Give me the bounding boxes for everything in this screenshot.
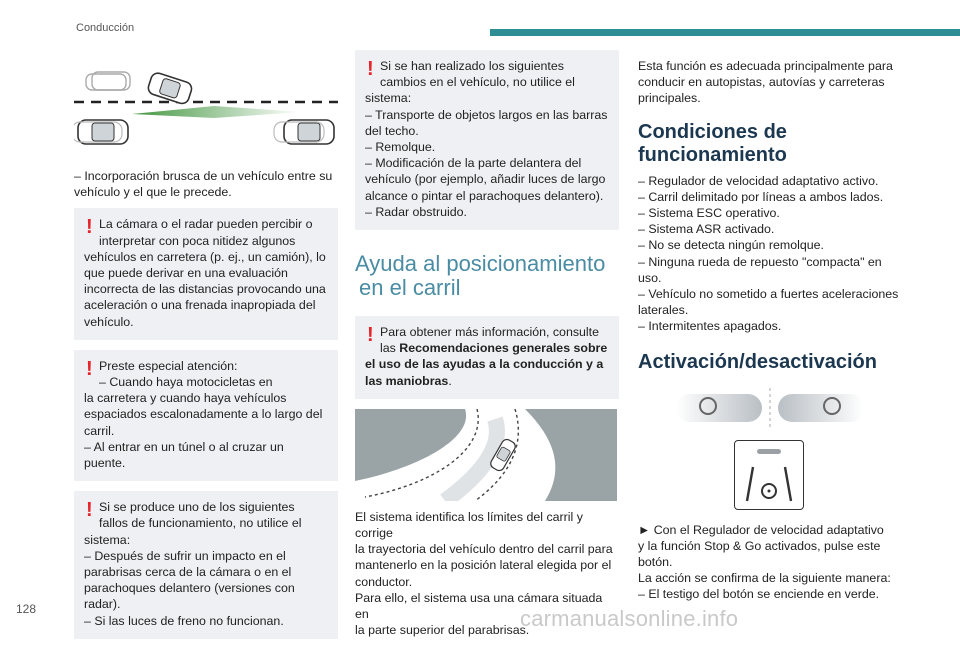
warning-note-camera-radar: ! La cámara o el radar pueden percibir o interpretar con poca nitidez algunos vehículos en carretera (p. ej., un camión), lo que puede derivar en una evaluación incorrecta de las distancias provocando una aceleración o una frenada inapropiada del vehículo. [74,208,338,339]
warning-note-malfunction: ! Si se produce uno de los siguientes fallos de funcionamiento, no utilice el sistema: – Después de sufrir un impacto en el parabrisas cerca de la cámara o en el parachoques delantero (versiones con radar). – Si las luces de freno no funcionan. [74,491,338,639]
section-heading-activation: Activación/desactivación [638,350,877,373]
header-section-title: Conducción [76,22,135,34]
car-lane-cut-in-illustration [74,50,338,150]
suitability-text: Esta función es adecuada principalmente para conducir en autopistas, autovías y carreteras principales. [638,59,893,106]
warning-note-attention: ! Preste especial atención: – Cuando haya motocicletas en la carretera y cuando haya vehículos espaciados escalonadamente a lo largo del carril. – Al entrar en un túnel o al cruzar un puente. [74,350,338,481]
page-number: 128 [16,602,37,616]
section-heading-lane-positioning: Ayuda al posicionamiento en el carril [355,251,606,301]
info-note-reference: ! Para obtener más información, consulte las Recomendaciones generales sobre el uso de las ayudas a la conducción y a las maniobras. [355,316,619,399]
warning-exclamation-icon: ! [86,216,93,239]
section-heading-operating-conditions: Condiciones de funcionamiento [638,120,787,166]
header-accent-bar [490,29,960,36]
watermark: carmanualsonline.info [520,606,739,631]
activation-instructions: ► Con el Regulador de velocidad adaptativo y la función Stop & Go activados, pulse este botón. La acción se confirma de la siguiente manera: – El testigo del botón se enciende en verde. [638,522,891,602]
steering-column-control-illustration [638,384,902,430]
column-1 [74,50,338,649]
column-3 [638,58,902,603]
lane-positioning-illustration [355,409,617,501]
warning-note-vehicle-changes: ! Si se han realizado los siguientes cambios en el vehículo, no utilice el sistema: – Transporte de objetos largos en las barras del techo. – Remolque. – Modificación de la parte delantera del vehículo (por ejemplo, añadir luces de largo alcance o pintar el parachoques delantero). – Radar obstruido. [355,50,619,230]
lane-positioning-description: El sistema identifica los límites del carril y corrige la trayectoria del vehículo dentro del carril para mantenerlo en la posición lateral elegida por el conductor. Para ello, el sistema usa una cámara situada en la parte superior del parabrisas. [355,509,613,638]
operating-conditions-list: – Regulador de velocidad adaptativo activo. – Carril delimitado por líneas a ambos lados. – Sistema ESC operativo. – Sistema ASR activado. – No se detecta ningún remolque. – Ninguna rueda de repuesto "compacta" en uso. – Vehículo no sometido a fuertes aceleraciones laterales. – Intermitentes apagados. [638,173,899,334]
warning-exclamation-icon: ! [86,357,93,380]
warning-exclamation-icon: ! [86,499,93,522]
warning-exclamation-icon: ! [367,58,374,80]
cut-in-text: – Incorporación brusca de un vehículo entre su vehículo y el que le precede. [74,169,333,200]
column-2 [355,50,619,638]
warning-exclamation-icon: ! [367,324,374,347]
lane-positioning-button-icon [734,440,804,510]
